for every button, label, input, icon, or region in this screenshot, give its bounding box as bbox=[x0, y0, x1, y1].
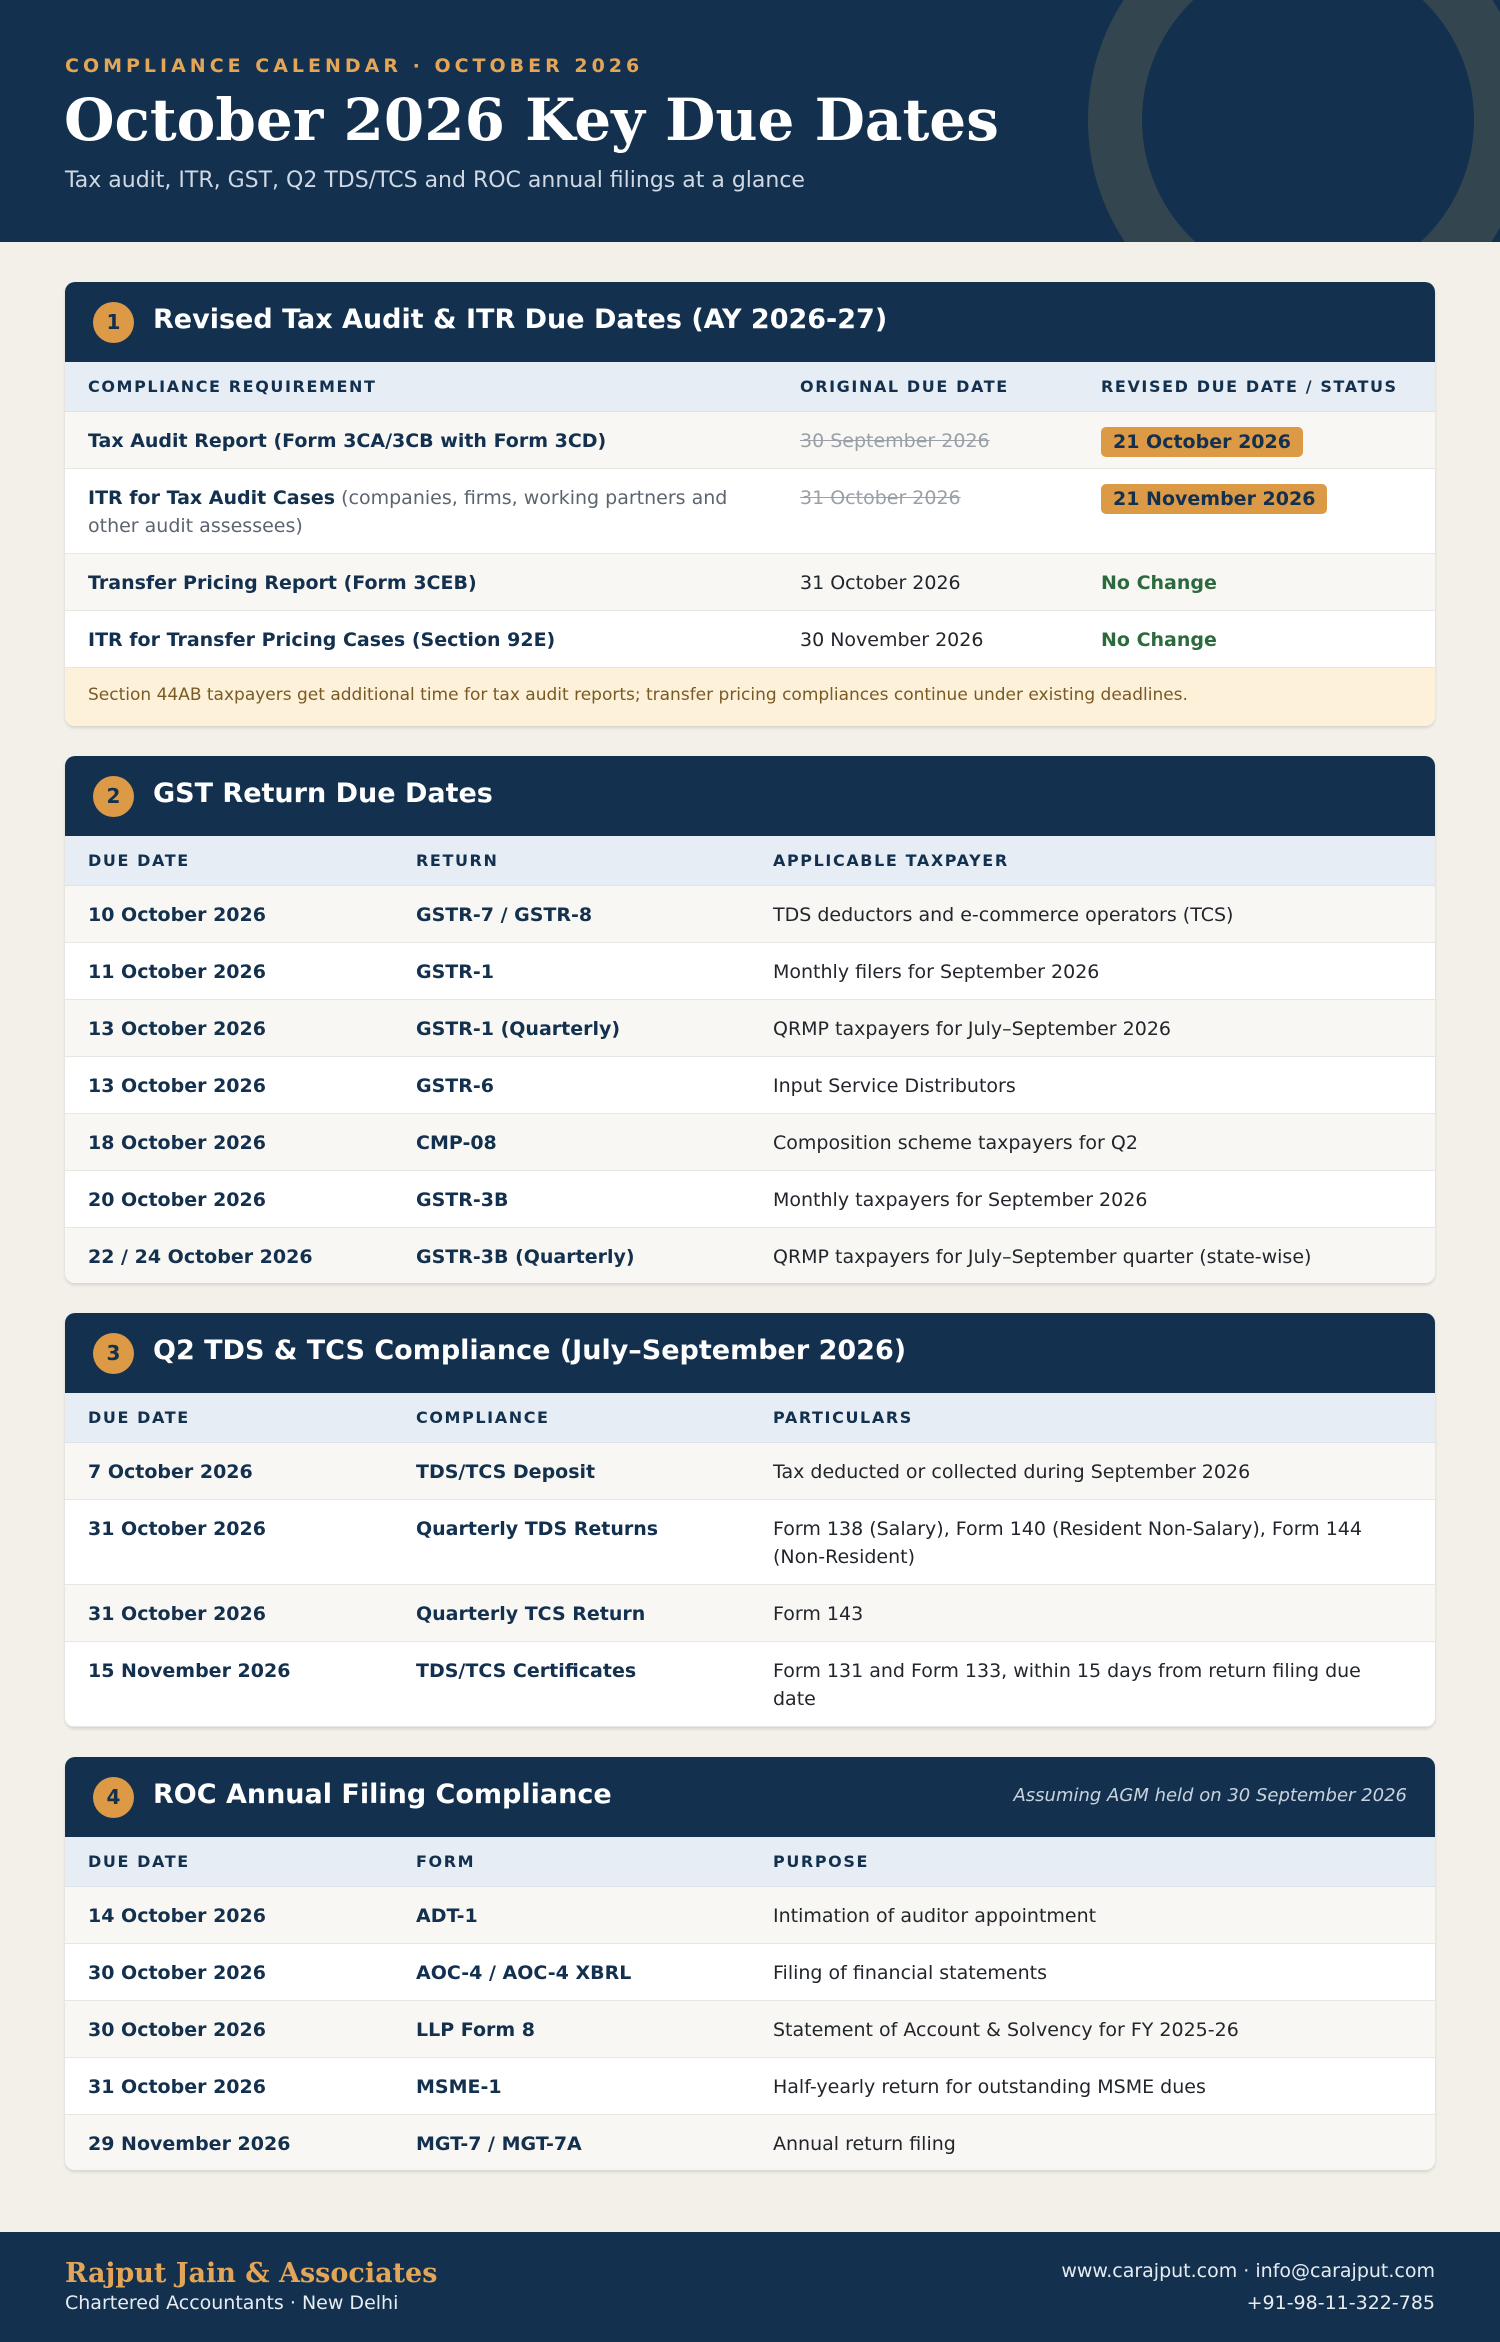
section-number-badge: 3 bbox=[93, 1333, 134, 1374]
section-tds-tcs bbox=[65, 1313, 1435, 1727]
description-cell: Annual return filing bbox=[773, 2133, 956, 2155]
section-header bbox=[65, 1313, 1435, 1393]
requirement-name: Transfer Pricing Report (Form 3CEB) bbox=[88, 572, 477, 594]
due-date-cell: 22 / 24 October 2026 bbox=[88, 1246, 313, 1268]
requirement-name: ITR for Tax Audit Cases bbox=[88, 487, 336, 509]
description-cell: Statement of Account & Solvency for FY 2025-26 bbox=[773, 2019, 1239, 2041]
form-cell: GSTR-6 bbox=[416, 1075, 494, 1097]
original-date: 30 September 2026 bbox=[800, 430, 990, 452]
table-body bbox=[65, 886, 1435, 1283]
revised-date-badge: 21 November 2026 bbox=[1101, 484, 1327, 514]
form-cell: TDS/TCS Certificates bbox=[416, 1660, 637, 1682]
due-date-cell: 29 November 2026 bbox=[88, 2133, 291, 2155]
table-row bbox=[65, 1500, 1435, 1585]
description-cell: QRMP taxpayers for July–September quarter (state-wise) bbox=[773, 1246, 1312, 1268]
due-date-cell: 18 October 2026 bbox=[88, 1132, 266, 1154]
form-cell: ADT-1 bbox=[416, 1905, 478, 1927]
revised-date-badge: 21 October 2026 bbox=[1101, 427, 1303, 457]
section-roc-filing bbox=[65, 1757, 1435, 2170]
form-cell: MGT-7 / MGT-7A bbox=[416, 2133, 582, 2155]
revised-date-cell bbox=[1101, 484, 1327, 514]
requirement-name: Tax Audit Report (Form 3CA/3CB with Form 3CD) bbox=[88, 430, 607, 452]
requirement-cell bbox=[88, 484, 778, 540]
table-body bbox=[65, 1887, 1435, 2170]
description-cell: Monthly taxpayers for September 2026 bbox=[773, 1189, 1148, 1211]
description-cell: Form 131 and Form 133, within 15 days from return filing due date bbox=[773, 1660, 1361, 1710]
column-header: COMPLIANCE REQUIREMENT bbox=[88, 377, 377, 396]
form-cell: MSME-1 bbox=[416, 2076, 502, 2098]
table-row bbox=[65, 2058, 1435, 2115]
description-cell: Form 138 (Salary), Form 140 (Resident Non-Salary), Form 144 (Non-Resident) bbox=[773, 1518, 1362, 1568]
table-row bbox=[65, 943, 1435, 1000]
description-cell: Monthly filers for September 2026 bbox=[773, 961, 1100, 983]
section-header bbox=[65, 282, 1435, 362]
requirement-cell bbox=[88, 569, 768, 597]
note-text: Section 44AB taxpayers get additional time for tax audit reports; transfer pricing compliances continue under existing deadlines. bbox=[88, 685, 1188, 705]
original-date: 31 October 2026 bbox=[800, 572, 961, 594]
section-gst-returns bbox=[65, 756, 1435, 1283]
column-header: REVISED DUE DATE / STATUS bbox=[1101, 377, 1398, 396]
due-date-cell: 14 October 2026 bbox=[88, 1905, 266, 1927]
table-row bbox=[65, 1443, 1435, 1500]
table-row bbox=[65, 2001, 1435, 2058]
table-row bbox=[65, 469, 1435, 554]
header-kicker: COMPLIANCE CALENDAR · OCTOBER 2026 bbox=[65, 55, 644, 77]
form-cell: Quarterly TDS Returns bbox=[416, 1518, 659, 1540]
table-row bbox=[65, 2115, 1435, 2170]
agm-assumption-note: Assuming AGM held on 30 September 2026 bbox=[1013, 1785, 1407, 1806]
due-date-cell: 30 October 2026 bbox=[88, 2019, 266, 2041]
form-cell: Quarterly TCS Return bbox=[416, 1603, 646, 1625]
table-row bbox=[65, 1585, 1435, 1642]
original-date: 30 November 2026 bbox=[800, 629, 984, 651]
firm-name: Rajput Jain & Associates bbox=[65, 2258, 438, 2289]
table-row bbox=[65, 1114, 1435, 1171]
status-no-change: No Change bbox=[1101, 572, 1217, 594]
form-cell: GSTR-3B bbox=[416, 1189, 509, 1211]
table-column-headers bbox=[65, 836, 1435, 886]
requirement-cell bbox=[88, 626, 768, 654]
decorative-arc bbox=[1088, 0, 1500, 242]
form-cell: GSTR-3B (Quarterly) bbox=[416, 1246, 635, 1268]
column-header: DUE DATE bbox=[88, 851, 190, 870]
page-subtitle: Tax audit, ITR, GST, Q2 TDS/TCS and ROC annual filings at a glance bbox=[65, 168, 805, 193]
table-row bbox=[65, 611, 1435, 668]
due-date-cell: 30 October 2026 bbox=[88, 1962, 266, 1984]
column-header: ORIGINAL DUE DATE bbox=[800, 377, 1009, 396]
column-header: PARTICULARS bbox=[773, 1408, 913, 1427]
section-note bbox=[65, 668, 1435, 726]
column-header: PURPOSE bbox=[773, 1852, 870, 1871]
contact-phone: +91-98-11-322-785 bbox=[1246, 2292, 1435, 2314]
description-cell: Half-yearly return for outstanding MSME dues bbox=[773, 2076, 1206, 2098]
section-tax-audit-itr bbox=[65, 282, 1435, 726]
requirement-detail: (companies, firms, working partners and other audit assessees) bbox=[88, 487, 728, 537]
table-row bbox=[65, 412, 1435, 469]
table-row bbox=[65, 1171, 1435, 1228]
revised-date-cell bbox=[1101, 427, 1303, 457]
due-date-cell: 10 October 2026 bbox=[88, 904, 266, 926]
column-header: COMPLIANCE bbox=[416, 1408, 550, 1427]
due-date-cell: 13 October 2026 bbox=[88, 1075, 266, 1097]
requirement-cell bbox=[88, 427, 768, 455]
description-cell: Input Service Distributors bbox=[773, 1075, 1016, 1097]
table-row bbox=[65, 1000, 1435, 1057]
description-cell: Tax deducted or collected during September 2026 bbox=[773, 1461, 1251, 1483]
page-footer bbox=[0, 2232, 1500, 2342]
column-header: DUE DATE bbox=[88, 1408, 190, 1427]
due-date-cell: 11 October 2026 bbox=[88, 961, 266, 983]
column-header: DUE DATE bbox=[88, 1852, 190, 1871]
section-title: Revised Tax Audit & ITR Due Dates (AY 2026-27) bbox=[153, 304, 888, 335]
column-header: APPLICABLE TAXPAYER bbox=[773, 851, 1009, 870]
form-cell: GSTR-1 bbox=[416, 961, 494, 983]
section-number-badge: 1 bbox=[93, 302, 134, 343]
section-number-badge: 4 bbox=[93, 1777, 134, 1818]
section-title: ROC Annual Filing Compliance bbox=[153, 1779, 612, 1810]
table-column-headers bbox=[65, 362, 1435, 412]
form-cell: AOC-4 / AOC-4 XBRL bbox=[416, 1962, 632, 1984]
table-body bbox=[65, 1443, 1435, 1727]
form-cell: CMP-08 bbox=[416, 1132, 497, 1154]
due-date-cell: 15 November 2026 bbox=[88, 1660, 291, 1682]
status-no-change: No Change bbox=[1101, 629, 1217, 651]
due-date-cell: 31 October 2026 bbox=[88, 2076, 266, 2098]
table-row bbox=[65, 1944, 1435, 2001]
requirement-name: ITR for Transfer Pricing Cases (Section 92E) bbox=[88, 629, 556, 651]
table-column-headers bbox=[65, 1837, 1435, 1887]
page-header bbox=[0, 0, 1500, 242]
section-header bbox=[65, 1757, 1435, 1837]
column-header: RETURN bbox=[416, 851, 499, 870]
table-column-headers bbox=[65, 1393, 1435, 1443]
form-cell: GSTR-7 / GSTR-8 bbox=[416, 904, 593, 926]
due-date-cell: 20 October 2026 bbox=[88, 1189, 266, 1211]
table-row bbox=[65, 886, 1435, 943]
original-date: 31 October 2026 bbox=[800, 487, 961, 509]
form-cell: LLP Form 8 bbox=[416, 2019, 536, 2041]
description-cell: Composition scheme taxpayers for Q2 bbox=[773, 1132, 1138, 1154]
due-date-cell: 31 October 2026 bbox=[88, 1518, 266, 1540]
table-row bbox=[65, 1057, 1435, 1114]
contact-links: www.carajput.com · info@carajput.com bbox=[1061, 2260, 1435, 2282]
page-title: October 2026 Key Due Dates bbox=[64, 86, 999, 154]
table-row bbox=[65, 1228, 1435, 1283]
form-cell: GSTR-1 (Quarterly) bbox=[416, 1018, 621, 1040]
table-row bbox=[65, 1887, 1435, 1944]
section-number-badge: 2 bbox=[93, 776, 134, 817]
description-cell: QRMP taxpayers for July–September 2026 bbox=[773, 1018, 1172, 1040]
due-date-cell: 13 October 2026 bbox=[88, 1018, 266, 1040]
due-date-cell: 31 October 2026 bbox=[88, 1603, 266, 1625]
firm-subtitle: Chartered Accountants · New Delhi bbox=[65, 2292, 399, 2314]
section-title: Q2 TDS & TCS Compliance (July–September 2026) bbox=[153, 1335, 907, 1366]
due-date-cell: 7 October 2026 bbox=[88, 1461, 253, 1483]
table-row bbox=[65, 554, 1435, 611]
description-cell: Intimation of auditor appointment bbox=[773, 1905, 1097, 1927]
section-header bbox=[65, 756, 1435, 836]
description-cell: TDS deductors and e-commerce operators (TCS) bbox=[773, 904, 1234, 926]
description-cell: Form 143 bbox=[773, 1603, 864, 1625]
section-title: GST Return Due Dates bbox=[153, 778, 493, 809]
description-cell: Filing of financial statements bbox=[773, 1962, 1047, 1984]
column-header: FORM bbox=[416, 1852, 476, 1871]
form-cell: TDS/TCS Deposit bbox=[416, 1461, 596, 1483]
table-row bbox=[65, 1642, 1435, 1727]
